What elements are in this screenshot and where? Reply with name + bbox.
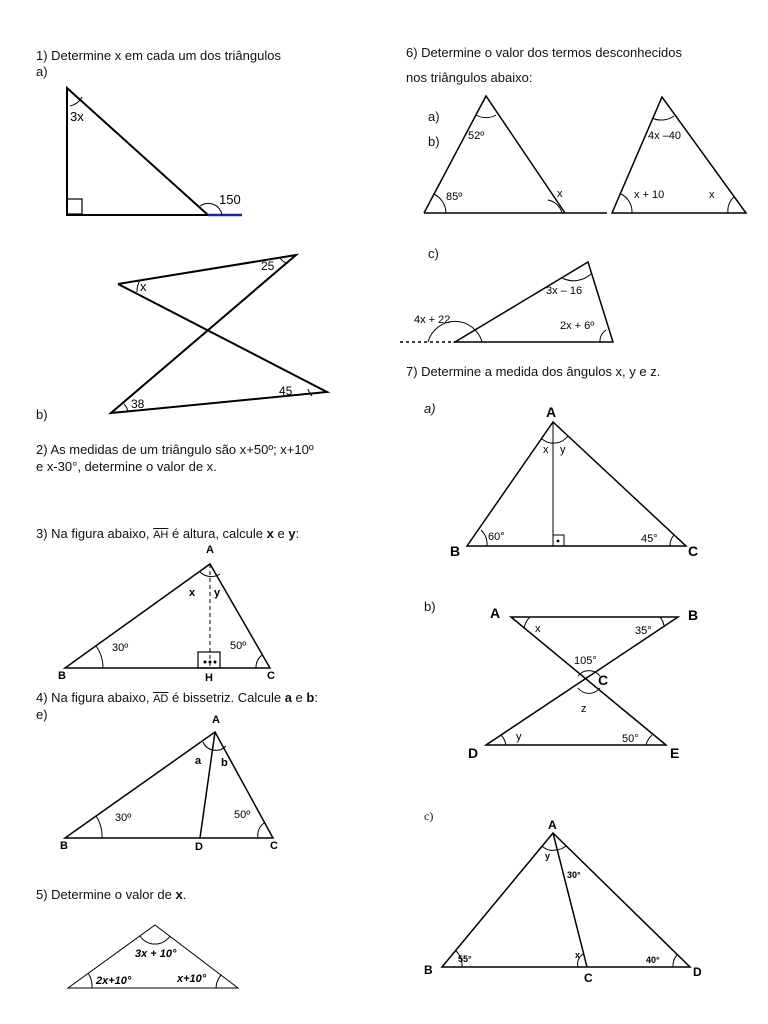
q7a-label-A: A xyxy=(546,404,557,420)
q3-angle-B: 30º xyxy=(112,642,129,654)
q4-triangle xyxy=(65,732,273,838)
q5-angle-right: x+10° xyxy=(177,973,207,985)
q4-label-C: C xyxy=(270,840,278,852)
q7b-label-C: C xyxy=(598,672,609,688)
q6b-triangle xyxy=(612,97,746,213)
q4-label-D: D xyxy=(195,841,203,853)
q4-pre: 4) Na figura abaixo, xyxy=(36,690,150,705)
q7a-triangle xyxy=(467,422,686,546)
q5-x: x xyxy=(175,887,183,902)
q6a-top: 52º xyxy=(468,130,485,142)
q4-label-a: a xyxy=(195,755,202,767)
q6-part-a: a) xyxy=(428,109,440,124)
q7c-label-A: A xyxy=(548,818,557,832)
q4-segment: $\overline{AD}$ xyxy=(153,693,169,705)
q1a-triangle xyxy=(67,88,242,215)
q7c-label-y: y xyxy=(545,851,551,861)
q1b-angle-3: 45 xyxy=(279,384,293,398)
q7b-label-z: z xyxy=(581,703,587,715)
q4-e: e xyxy=(291,690,307,705)
q6-part-c: c) xyxy=(428,246,439,261)
q3-segment: $\overline{AH}$ xyxy=(153,529,169,541)
q1a-top-angle: 3x xyxy=(70,109,84,124)
q7b-label-x: x xyxy=(535,623,541,635)
q1b-angle-2: 25 xyxy=(261,259,275,273)
q1a-ext-angle: 150 xyxy=(219,192,241,207)
q4-angle-B: 30º xyxy=(115,812,132,824)
q7c-label-C: C xyxy=(584,971,593,985)
q4-mid: é bissetriz. Calcule xyxy=(168,690,282,705)
q7b-label-D: D xyxy=(468,745,479,761)
q3-label-H: H xyxy=(205,672,213,684)
q7a-angle-C: 45° xyxy=(641,533,658,545)
q2-line1: 2) As medidas de um triângulo são x+50º; x+10º xyxy=(36,442,314,457)
q7a-label-C: C xyxy=(688,543,699,559)
q4-end: : xyxy=(314,690,318,705)
q6b-top: 4x –40 xyxy=(648,130,682,142)
q7-part-a: a) xyxy=(424,401,436,416)
q3-triangle xyxy=(65,564,270,668)
q4-part: e) xyxy=(36,707,48,722)
q6b-left: x + 10 xyxy=(634,189,665,201)
q5-pre: 5) Determine o valor de xyxy=(36,887,172,902)
q1b-angle-1: x xyxy=(140,279,147,294)
q3-angle-C: 50º xyxy=(230,640,247,652)
q4-a: a xyxy=(284,690,292,705)
q7c-label-B: B xyxy=(424,963,433,977)
q7b-label-E: E xyxy=(670,745,680,761)
q7c-angle-D: 40° xyxy=(646,955,660,965)
q7a-label-x: x xyxy=(543,444,549,456)
q3-end: : xyxy=(295,526,300,541)
q6c-ext: 4x + 22 xyxy=(414,314,451,326)
q3-e: e xyxy=(273,526,289,541)
q4-label-b: b xyxy=(221,757,228,769)
q7c-angle-B: 55° xyxy=(458,954,472,964)
q4-b: b xyxy=(306,690,315,705)
q6-part-b: b) xyxy=(428,134,440,149)
q4-label-A: A xyxy=(212,714,220,726)
q7b-label-A: A xyxy=(490,605,501,621)
q7a-label-B: B xyxy=(450,543,461,559)
q4-label-B: B xyxy=(60,840,68,852)
q3-label-A: A xyxy=(206,544,214,556)
q7c-angle-A: 30° xyxy=(567,870,581,880)
q7c-label-x: x xyxy=(575,950,581,960)
q7b-label-y: y xyxy=(516,731,522,743)
q7b-label-B: B xyxy=(688,607,699,623)
q1-part-b: b) xyxy=(36,407,48,422)
q7-part-c: c) xyxy=(424,809,434,823)
q1-title: 1) Determine x em cada um dos triângulos xyxy=(36,48,281,63)
q5-end: . xyxy=(182,887,187,902)
q3-label-x: x xyxy=(189,587,196,599)
q1-part-a: a) xyxy=(36,64,48,79)
q3-label-C: C xyxy=(267,670,275,682)
q7-part-b: b) xyxy=(424,599,436,614)
q3-pre: 3) Na figura abaixo, xyxy=(36,526,150,541)
q6-line1: 6) Determine o valor dos termos desconhecidos xyxy=(406,45,683,60)
q3-label-B: B xyxy=(58,670,66,682)
q6c-top: 3x – 16 xyxy=(546,285,583,297)
q6a-right: x xyxy=(557,188,563,200)
q6c-bottom: 2x + 6º xyxy=(560,320,595,332)
q5-angle-top: 3x + 10° xyxy=(135,948,177,960)
q7b-angle-E: 50° xyxy=(622,733,639,745)
q7a-label-y: y xyxy=(560,444,566,456)
q7b-angle-B: 35° xyxy=(635,625,652,637)
q7b-angle-C: 105° xyxy=(574,655,597,667)
q7-title: 7) Determine a medida dos ângulos x, y e z. xyxy=(406,364,661,379)
q1b-angle-4: 38 xyxy=(131,397,145,411)
q5-angle-left: 2x+10° xyxy=(96,975,132,987)
q7c-label-D: D xyxy=(693,965,702,979)
q7c-triangle xyxy=(442,833,690,967)
q3-label-y: y xyxy=(214,587,221,599)
q7a-angle-B: 60° xyxy=(488,531,505,543)
q6a-left: 85º xyxy=(446,191,463,203)
q2-line2: e x-30°, determine o valor de x. xyxy=(36,459,217,474)
q4-angle-C: 50º xyxy=(234,809,251,821)
q3-x: x xyxy=(266,526,274,541)
q6b-right: x xyxy=(709,189,715,201)
q3-y: y xyxy=(288,526,296,541)
q6-line2: nos triângulos abaixo: xyxy=(406,70,533,85)
q3-mid: é altura, calcule xyxy=(168,526,264,541)
